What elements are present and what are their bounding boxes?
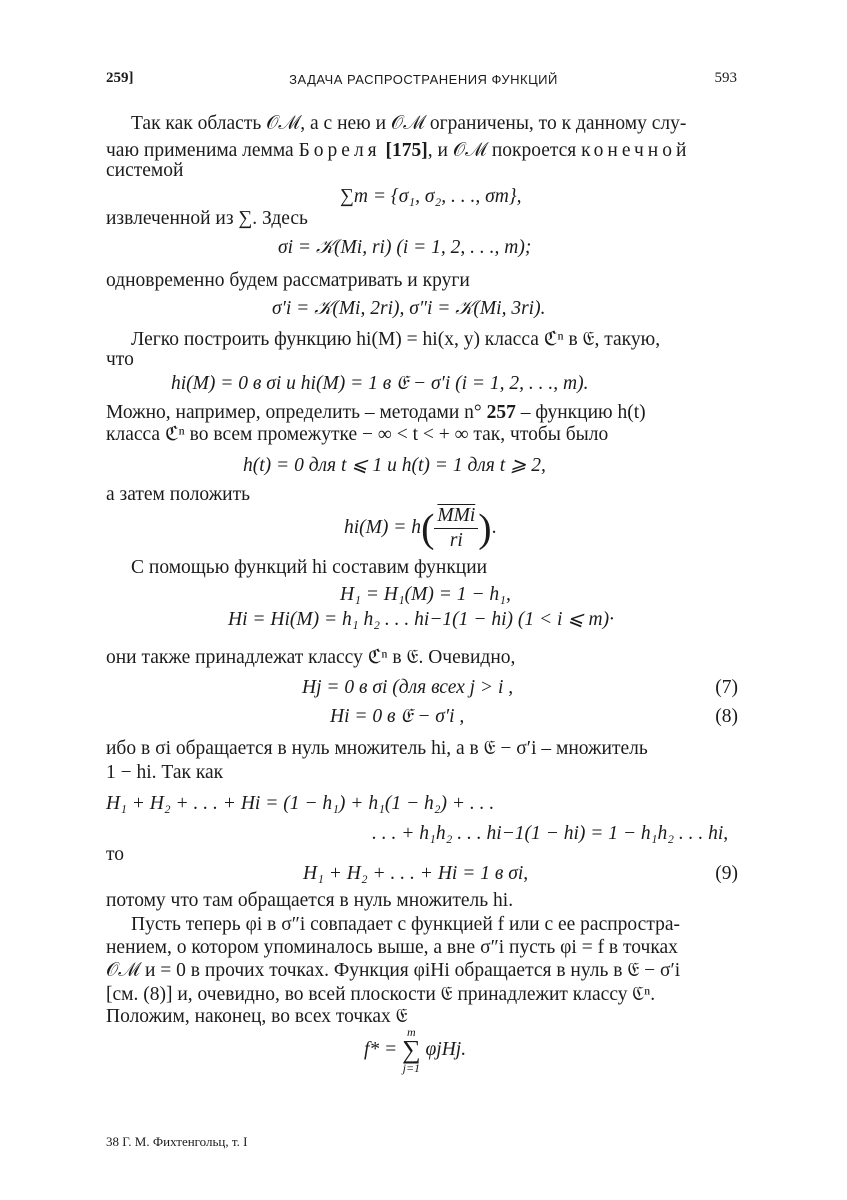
equation: H₁ + H₂ + . . . + Hi = 1 в σi,	[303, 863, 529, 884]
fraction	[434, 504, 478, 553]
equation-lhs: f* =	[364, 1039, 398, 1060]
text-span: – функцию h(t)	[515, 402, 646, 423]
text-line: С помощью функций hi составим функции	[131, 557, 488, 578]
summation-upper: m	[407, 1025, 416, 1039]
text-line: они также принадлежат классу ℭⁿ в 𝔈. Очевидно,	[106, 647, 516, 668]
emphasis: конечной	[581, 140, 691, 161]
equation: . . . + h₁h₂ . . . hi−1(1 − hi) = 1 − h₁h₂ . . . hi,	[372, 823, 729, 844]
text-line: одновременно будем рассматривать и круги	[106, 270, 470, 291]
fraction-denominator: ri	[449, 530, 463, 551]
paren-left: (	[421, 505, 435, 551]
paren-right: )	[478, 505, 492, 551]
text-line: [см. (8)] и, очевидно, во всей плоскости 𝔈 принадлежит классу ℭⁿ.	[106, 984, 656, 1005]
text-span: Можно, например, определить – методами n°	[106, 402, 487, 423]
period: .	[491, 516, 497, 538]
text-line: Пусть теперь φi в σ″i совпадает с функцией f или с ее распростра-	[131, 914, 680, 935]
text-line: Легко построить функцию hi(M) = hi(x, y) класса ℭⁿ в 𝔈, такую,	[131, 329, 661, 350]
equation-number: (9)	[715, 863, 738, 884]
reference: 257	[486, 402, 516, 423]
equation: Hi = Hi(M) = h₁ h₂ . . . hi−1(1 − hi) (1 < i ⩽ m)·	[228, 609, 614, 630]
text-line: ибо в σi обращается в нуль множитель hi, а в 𝔈 − σ′i – множитель	[106, 738, 648, 759]
text-line: извлеченной из ∑. Здесь	[106, 208, 308, 229]
text-line: потому что там обращается в нуль множитель hi.	[106, 890, 514, 911]
text-line: что	[106, 349, 134, 370]
equation: H₁ + H₂ + . . . + Hi = (1 − h₁) + h₁(1 − h₂) + . . .	[106, 793, 495, 814]
text-line: Положим, наконец, во всех точках 𝔈	[106, 1006, 408, 1027]
equation: h(t) = 0 для t ⩽ 1 и h(t) = 1 для t ⩾ 2,	[243, 455, 546, 476]
equation-definition	[344, 504, 497, 553]
summation-lower: j=1	[402, 1061, 421, 1075]
equation-rhs: φjHj.	[425, 1039, 467, 1060]
author-name: Бореля	[298, 140, 381, 161]
equation: hi(M) = 0 в σi и hi(M) = 1 в 𝔈 − σ′i (i = 1, 2, . . ., m).	[171, 373, 589, 394]
running-title: ЗАДАЧА РАСПРОСТРАНЕНИЯ ФУНКЦИЙ	[289, 72, 558, 87]
equation: H₁ = H₁(M) = 1 − h₁,	[340, 584, 511, 605]
text-line	[106, 139, 690, 163]
reference: [175]	[380, 140, 428, 161]
text-line: класса ℭⁿ во всем промежутке − ∞ < t < + ∞ так, чтобы было	[106, 424, 609, 445]
fraction-numerator: $\overline{MMi}$	[434, 504, 478, 529]
text-span: , и 𝒪ℳ покроется	[427, 140, 582, 161]
equation: Hj = 0 в σi (для всех j > i ,	[302, 677, 514, 698]
equation: σi = 𝒦(Mi, ri) (i = 1, 2, . . ., m);	[278, 237, 532, 258]
equation-number: (7)	[715, 677, 738, 698]
text-line: 1 − hi. Так как	[106, 762, 224, 783]
text-line: а затем положить	[106, 484, 251, 505]
equation-sum	[364, 1026, 466, 1074]
text-line	[106, 401, 646, 425]
summation	[402, 1026, 421, 1074]
equation: Hi = 0 в 𝔈 − σ′i ,	[330, 706, 465, 727]
text-line: 𝒪ℳ и = 0 в прочих точках. Функция φiHi обращается в нуль в 𝔈 − σ′i	[106, 960, 681, 981]
footer-signature: 38 Г. М. Фихтенгольц, т. I	[106, 1134, 248, 1149]
section-number: 259]	[106, 70, 134, 86]
text-line: нением, о котором упоминалось выше, а вне σ″i пусть φi = f в точках	[106, 937, 678, 958]
equation-lhs: hi(M) = h	[344, 516, 422, 538]
equation: ∑m = {σ₁, σ₂, . . ., σm},	[340, 186, 522, 207]
summation-icon: ∑	[402, 1035, 421, 1064]
text-line: Так как область 𝒪ℳ, а с нею и 𝒪ℳ ограничены, то к данному слу-	[131, 113, 687, 134]
text-span: чаю применима лемма	[106, 140, 299, 161]
page-number: 593	[714, 70, 737, 86]
equation-number: (8)	[715, 706, 738, 727]
text-line: то	[106, 844, 125, 865]
equation: σ′i = 𝒦(Mi, 2ri), σ″i = 𝒦(Mi, 3ri).	[272, 298, 546, 319]
text-line: системой	[106, 160, 184, 181]
